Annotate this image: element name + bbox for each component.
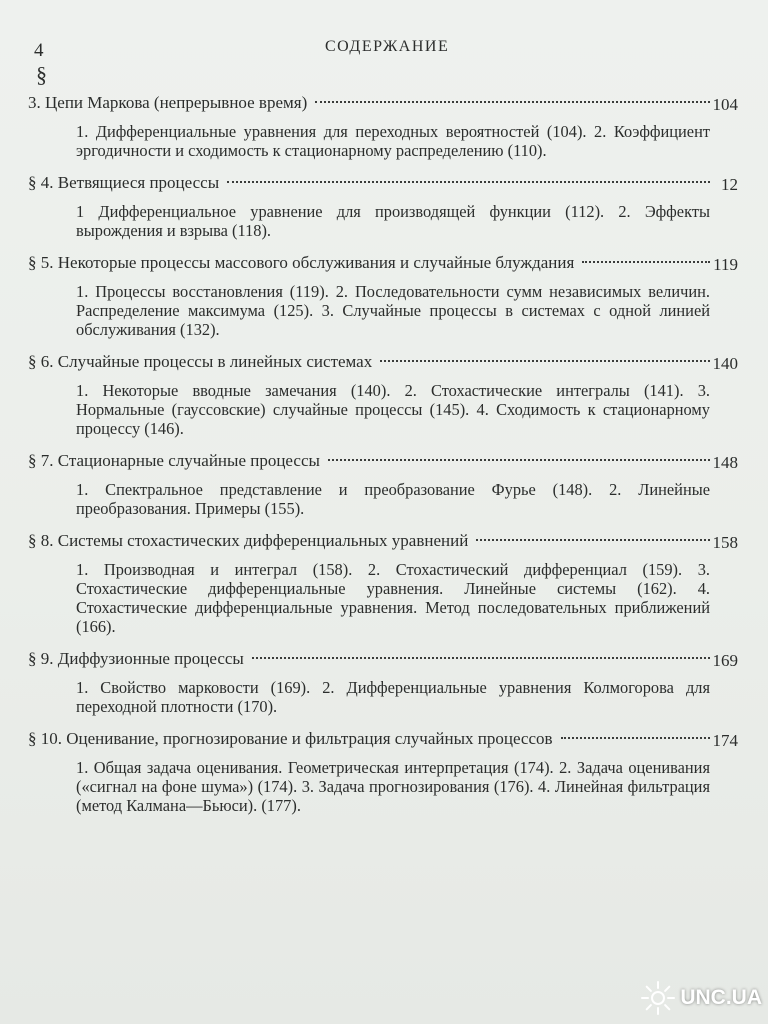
toc-entry-page: 12 xyxy=(721,175,738,194)
toc-entry-page: 148 xyxy=(712,453,738,472)
dot-leader xyxy=(561,737,710,739)
dot-leader xyxy=(227,181,710,183)
page-number: 4 xyxy=(34,40,44,61)
page-title: СОДЕРЖАНИЕ xyxy=(325,38,450,55)
dot-leader xyxy=(252,657,710,659)
toc-entry-subsections: 1. Процессы восстановления (119). 2. Последовательности сумм независимых величин. Распределение максимума (125). 3. Случайные процессы в системах с одной линией обслуживания (132). xyxy=(76,282,710,339)
toc-entry-page: 169 xyxy=(712,651,738,670)
toc-entry-subsections: 1. Дифференциальные уравнения для переходных вероятностей (104). 2. Коэффициент эргодичности и сходимость к стационарному распределению (110). xyxy=(76,122,710,160)
toc-entry-4 xyxy=(28,172,738,240)
dot-leader xyxy=(582,261,710,263)
toc-entry-3 xyxy=(28,92,738,160)
watermark-text: UNC.UA xyxy=(680,986,762,1009)
section-mark: § xyxy=(36,62,47,87)
toc-entry-page: 140 xyxy=(712,354,738,373)
toc-entry-7 xyxy=(28,450,738,518)
dot-leader xyxy=(328,459,710,461)
toc-entry-8 xyxy=(28,530,738,636)
toc-entry-5 xyxy=(28,252,738,339)
toc-entry-subsections: 1. Общая задача оценивания. Геометрическая интерпретация (174). 2. Задача оценивания («сигнал на фоне шума») (174). 3. Задача прогнозирования (176). 4. Линейная фильтрация (метод Калмана—Бьюси). (177). xyxy=(76,758,710,815)
toc-entry-page: 158 xyxy=(712,533,738,552)
toc-entry-page: 104 xyxy=(712,95,738,114)
toc-entry-title: § 6. Случайные процессы в линейных системах xyxy=(28,352,373,371)
toc-entry-9 xyxy=(28,648,738,716)
watermark xyxy=(640,980,762,1016)
dot-leader xyxy=(315,101,710,103)
watermark-sun-icon xyxy=(640,980,676,1016)
toc-entry-title: § 10. Оценивание, прогнозирование и фильтрация случайных процессов xyxy=(28,729,553,748)
dot-leader xyxy=(476,539,710,541)
toc-entry-page: 119 xyxy=(713,255,738,274)
toc-entry-10 xyxy=(28,728,738,815)
toc-entry-title: § 5. Некоторые процессы массового обслуживания и случайные блуждания xyxy=(28,253,575,272)
toc-entry-title: 3. Цепи Маркова (непрерывное время) xyxy=(28,93,308,112)
toc-entry-subsections: 1. Некоторые вводные замечания (140). 2. Стохастические интегралы (141). 3. Нормальные (гауссовские) случайные процессы (145). 4. Сходимость к стационарному процессу (146). xyxy=(76,381,710,438)
toc-entry-title: § 8. Системы стохастических дифференциальных уравнений xyxy=(28,531,469,550)
toc-entry-title: § 9. Диффузионные процессы xyxy=(28,649,244,668)
toc-entry-6 xyxy=(28,351,738,438)
toc-entry-title: § 4. Ветвящиеся процессы xyxy=(28,173,220,192)
table-of-contents xyxy=(28,92,738,827)
dot-leader xyxy=(380,360,710,362)
toc-entry-subsections: 1. Свойство марковости (169). 2. Дифференциальные уравнения Колмогорова для переходной плотности (170). xyxy=(76,678,710,716)
toc-entry-page: 174 xyxy=(712,731,738,750)
toc-entry-subsections: 1 Дифференциальное уравнение для производящей функции (112). 2. Эффекты вырождения и взрыва (118). xyxy=(76,202,710,240)
toc-entry-subsections: 1. Спектральное представление и преобразование Фурье (148). 2. Линейные преобразования. Примеры (155). xyxy=(76,480,710,518)
toc-entry-title: § 7. Стационарные случайные процессы xyxy=(28,451,320,470)
toc-entry-subsections: 1. Производная и интеграл (158). 2. Стохастический дифференциал (159). 3. Стохастические дифференциальные уравнения. Линейные системы (162). 4. Стохастические дифференциальные уравнения. Метод последовательных приближений (166). xyxy=(76,560,710,636)
